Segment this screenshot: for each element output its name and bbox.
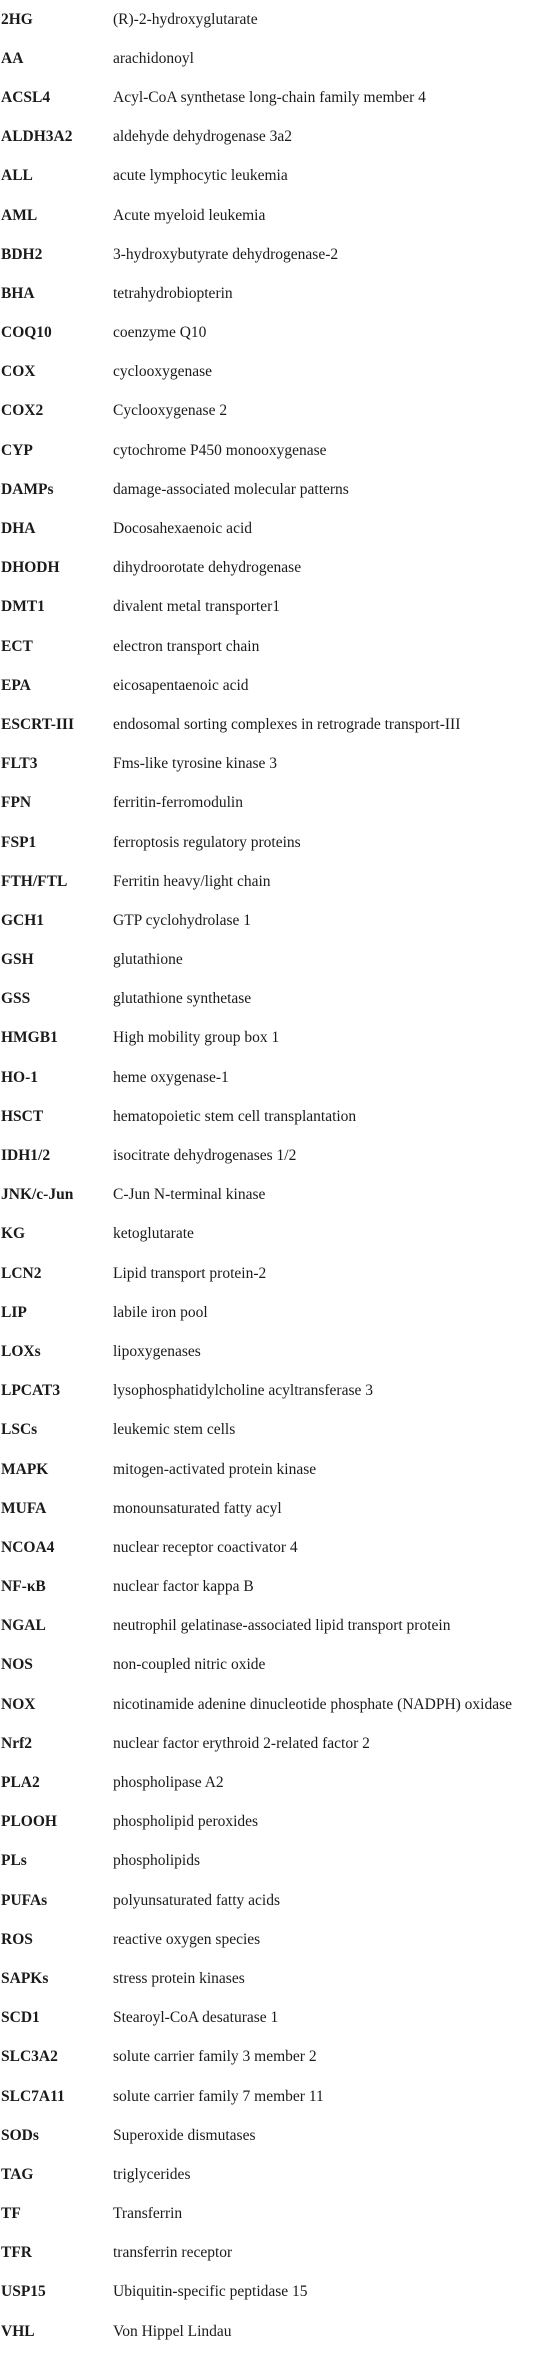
abbreviation-definition: ketoglutarate bbox=[113, 1225, 194, 1243]
abbreviation-row bbox=[0, 118, 558, 157]
abbreviation-row bbox=[0, 980, 558, 1019]
abbreviation-row bbox=[0, 509, 558, 548]
abbreviation-row bbox=[0, 2077, 558, 2116]
abbreviation-definition: Ferritin heavy/light chain bbox=[113, 872, 271, 890]
abbreviation-term: LOXs bbox=[1, 1342, 41, 1360]
abbreviation-definition: solute carrier family 3 member 2 bbox=[113, 2048, 317, 2066]
abbreviation-row bbox=[0, 1528, 558, 1567]
abbreviation-row bbox=[0, 1411, 558, 1450]
abbreviation-definition: C-Jun N-terminal kinase bbox=[113, 1186, 266, 1204]
abbreviation-term: ESCRT-III bbox=[1, 715, 74, 733]
abbreviation-definition: phospholipids bbox=[113, 1852, 200, 1870]
abbreviation-row bbox=[0, 2273, 558, 2312]
abbreviation-definition: monounsaturated fatty acyl bbox=[113, 1499, 282, 1517]
abbreviation-term: AA bbox=[1, 49, 24, 67]
abbreviation-row bbox=[0, 1842, 558, 1881]
abbreviation-row bbox=[0, 2195, 558, 2234]
abbreviation-term: SCD1 bbox=[1, 2009, 40, 2027]
abbreviation-term: LSCs bbox=[1, 1421, 38, 1439]
abbreviation-term: HO-1 bbox=[1, 1068, 39, 1086]
abbreviation-row bbox=[0, 196, 558, 235]
abbreviation-row bbox=[0, 1450, 558, 1489]
abbreviation-definition: phospholipid peroxides bbox=[113, 1813, 259, 1831]
abbreviation-definition: non-coupled nitric oxide bbox=[113, 1656, 266, 1674]
abbreviation-definition: mitogen-activated protein kinase bbox=[113, 1460, 317, 1478]
abbreviation-row bbox=[0, 1999, 558, 2038]
abbreviation-definition: 3-hydroxybutyrate dehydrogenase-2 bbox=[113, 245, 339, 263]
abbreviation-row bbox=[0, 314, 558, 353]
abbreviation-definition: polyunsaturated fatty acids bbox=[113, 1891, 281, 1909]
abbreviation-row bbox=[0, 666, 558, 705]
abbreviation-row bbox=[0, 862, 558, 901]
abbreviation-definition: nuclear receptor coactivator 4 bbox=[113, 1538, 298, 1556]
abbreviation-definition: electron transport chain bbox=[113, 637, 260, 655]
abbreviation-row bbox=[0, 470, 558, 509]
abbreviation-definition: ferroptosis regulatory proteins bbox=[113, 833, 301, 851]
abbreviation-definition: aldehyde dehydrogenase 3a2 bbox=[113, 128, 293, 146]
abbreviation-definition: hematopoietic stem cell transplantation bbox=[113, 1107, 357, 1125]
abbreviation-term: NOX bbox=[1, 1695, 36, 1713]
abbreviation-term: ACSL4 bbox=[1, 88, 51, 106]
abbreviation-definition: leukemic stem cells bbox=[113, 1421, 236, 1439]
abbreviation-term: PLOOH bbox=[1, 1813, 57, 1831]
abbreviation-row bbox=[0, 2038, 558, 2077]
abbreviation-term: SODs bbox=[1, 2126, 39, 2144]
abbreviation-term: AML bbox=[1, 206, 38, 224]
abbreviation-term: SLC3A2 bbox=[1, 2048, 58, 2066]
abbreviation-row bbox=[0, 705, 558, 744]
abbreviation-term: Nrf2 bbox=[1, 1734, 32, 1752]
abbreviation-definition: dihydroorotate dehydrogenase bbox=[113, 559, 302, 577]
abbreviation-term: PLs bbox=[1, 1852, 27, 1870]
abbreviation-term: JNK/c-Jun bbox=[1, 1186, 74, 1204]
abbreviation-term: FTH/FTL bbox=[1, 872, 68, 890]
abbreviation-term: FLT3 bbox=[1, 755, 38, 773]
abbreviation-definition: phospholipase A2 bbox=[113, 1774, 224, 1792]
abbreviation-row bbox=[0, 1293, 558, 1332]
abbreviation-row bbox=[0, 0, 558, 39]
abbreviation-term: 2HG bbox=[1, 10, 33, 28]
abbreviation-definition: Superoxide dismutases bbox=[113, 2126, 256, 2144]
abbreviation-term: PUFAs bbox=[1, 1891, 48, 1909]
abbreviation-term: NOS bbox=[1, 1656, 33, 1674]
abbreviation-row bbox=[0, 823, 558, 862]
abbreviation-row bbox=[0, 157, 558, 196]
abbreviation-term: NCOA4 bbox=[1, 1538, 55, 1556]
abbreviation-definition: (R)-2-hydroxyglutarate bbox=[113, 10, 258, 28]
abbreviation-term: USP15 bbox=[1, 2283, 46, 2301]
abbreviation-row bbox=[0, 1685, 558, 1724]
abbreviation-definition: Transferrin bbox=[113, 2205, 183, 2223]
abbreviation-definition: labile iron pool bbox=[113, 1303, 208, 1321]
abbreviation-term: GCH1 bbox=[1, 911, 45, 929]
abbreviation-term: BDH2 bbox=[1, 245, 43, 263]
abbreviation-row bbox=[0, 235, 558, 274]
abbreviation-row bbox=[0, 78, 558, 117]
abbreviation-definition: cytochrome P450 monooxygenase bbox=[113, 441, 327, 459]
abbreviation-row bbox=[0, 941, 558, 980]
abbreviation-row bbox=[0, 2116, 558, 2155]
abbreviation-term: EPA bbox=[1, 676, 31, 694]
abbreviation-term: SLC7A11 bbox=[1, 2087, 65, 2105]
abbreviation-definition: damage-associated molecular patterns bbox=[113, 480, 349, 498]
abbreviation-row bbox=[0, 1019, 558, 1058]
abbreviation-definition: Docosahexaenoic acid bbox=[113, 520, 253, 538]
abbreviation-term: HMGB1 bbox=[1, 1029, 58, 1047]
abbreviation-row bbox=[0, 1489, 558, 1528]
abbreviation-definition: Cyclooxygenase 2 bbox=[113, 402, 228, 420]
abbreviation-term: LIP bbox=[1, 1303, 27, 1321]
abbreviation-term: VHL bbox=[1, 2322, 35, 2340]
abbreviation-definition: acute lymphocytic leukemia bbox=[113, 167, 288, 185]
abbreviation-term: FSP1 bbox=[1, 833, 37, 851]
abbreviation-definition: Ubiquitin-specific peptidase 15 bbox=[113, 2283, 308, 2301]
abbreviation-row bbox=[0, 627, 558, 666]
abbreviation-definition: stress protein kinases bbox=[113, 1969, 245, 1987]
abbreviation-term: COX2 bbox=[1, 402, 44, 420]
abbreviation-row bbox=[0, 39, 558, 78]
abbreviation-row bbox=[0, 1058, 558, 1097]
abbreviation-term: ECT bbox=[1, 637, 33, 655]
abbreviation-definition: transferrin receptor bbox=[113, 2244, 233, 2262]
abbreviation-term: NF-κB bbox=[1, 1578, 46, 1596]
abbreviation-definition: Acute myeloid leukemia bbox=[113, 206, 266, 224]
abbreviation-term: DHA bbox=[1, 520, 36, 538]
abbreviation-row bbox=[0, 1920, 558, 1959]
abbreviation-row bbox=[0, 2234, 558, 2273]
abbreviation-term: DAMPs bbox=[1, 480, 54, 498]
abbreviation-definition: nuclear factor kappa B bbox=[113, 1578, 254, 1596]
abbreviation-row bbox=[0, 392, 558, 431]
abbreviation-term: MAPK bbox=[1, 1460, 49, 1478]
abbreviation-term: TF bbox=[1, 2205, 21, 2223]
abbreviation-definition: lipoxygenases bbox=[113, 1342, 201, 1360]
abbreviation-definition: ferritin-ferromodulin bbox=[113, 794, 243, 812]
abbreviation-row bbox=[0, 549, 558, 588]
abbreviation-row bbox=[0, 1372, 558, 1411]
abbreviation-term: KG bbox=[1, 1225, 26, 1243]
abbreviation-row bbox=[0, 1959, 558, 1998]
abbreviation-definition: glutathione bbox=[113, 951, 183, 969]
abbreviation-definition: solute carrier family 7 member 11 bbox=[113, 2087, 324, 2105]
abbreviation-definition: nuclear factor erythroid 2-related factor 2 bbox=[113, 1734, 370, 1752]
abbreviation-row bbox=[0, 1881, 558, 1920]
abbreviation-term: BHA bbox=[1, 284, 35, 302]
abbreviation-row bbox=[0, 1215, 558, 1254]
abbreviation-term: DMT1 bbox=[1, 598, 45, 616]
abbreviation-term: ALL bbox=[1, 167, 33, 185]
abbreviation-definition: eicosapentaenoic acid bbox=[113, 676, 249, 694]
abbreviation-term: ALDH3A2 bbox=[1, 128, 73, 146]
abbreviation-row bbox=[0, 353, 558, 392]
abbreviation-term: COQ10 bbox=[1, 324, 52, 342]
abbreviation-term: HSCT bbox=[1, 1107, 44, 1125]
abbreviation-term: LPCAT3 bbox=[1, 1382, 61, 1400]
abbreviation-definition: isocitrate dehydrogenases 1/2 bbox=[113, 1147, 297, 1165]
abbreviation-definition: heme oxygenase-1 bbox=[113, 1068, 229, 1086]
abbreviation-definition: Von Hippel Lindau bbox=[113, 2322, 232, 2340]
abbreviation-row bbox=[0, 901, 558, 940]
abbreviation-term: DHODH bbox=[1, 559, 60, 577]
abbreviation-definition: cyclooxygenase bbox=[113, 363, 212, 381]
abbreviation-term: GSS bbox=[1, 990, 31, 1008]
abbreviation-definition: coenzyme Q10 bbox=[113, 324, 207, 342]
abbreviation-row bbox=[0, 1803, 558, 1842]
abbreviation-term: CYP bbox=[1, 441, 33, 459]
abbreviation-definition: GTP cyclohydrolase 1 bbox=[113, 911, 252, 929]
abbreviation-term: TFR bbox=[1, 2244, 32, 2262]
abbreviation-row bbox=[0, 274, 558, 313]
abbreviation-term: IDH1/2 bbox=[1, 1147, 51, 1165]
abbreviation-term: PLA2 bbox=[1, 1774, 40, 1792]
abbreviation-definition: neutrophil gelatinase-associated lipid transport protein bbox=[113, 1617, 451, 1635]
abbreviation-row bbox=[0, 784, 558, 823]
abbreviation-row bbox=[0, 1254, 558, 1293]
abbreviation-row bbox=[0, 2312, 558, 2351]
abbreviation-definition: tetrahydrobiopterin bbox=[113, 284, 233, 302]
abbreviation-term: MUFA bbox=[1, 1499, 47, 1517]
abbreviation-term: COX bbox=[1, 363, 36, 381]
abbreviation-row bbox=[0, 1097, 558, 1136]
abbreviation-definition: triglycerides bbox=[113, 2165, 191, 2183]
abbreviation-row bbox=[0, 1724, 558, 1763]
abbreviation-definition: Stearoyl-CoA desaturase 1 bbox=[113, 2009, 279, 2027]
abbreviation-row bbox=[0, 1607, 558, 1646]
abbreviation-row bbox=[0, 588, 558, 627]
abbreviation-row bbox=[0, 1763, 558, 1802]
abbreviation-term: SAPKs bbox=[1, 1969, 49, 1987]
abbreviation-term: ROS bbox=[1, 1930, 33, 1948]
abbreviation-term: LCN2 bbox=[1, 1264, 42, 1282]
abbreviation-row bbox=[0, 1176, 558, 1215]
abbreviation-row bbox=[0, 1646, 558, 1685]
abbreviation-definition: Acyl-CoA synthetase long-chain family member 4 bbox=[113, 88, 426, 106]
abbreviation-row bbox=[0, 2155, 558, 2194]
abbreviation-row bbox=[0, 1136, 558, 1175]
abbreviation-definition: endosomal sorting complexes in retrograde transport-III bbox=[113, 715, 461, 733]
abbreviation-definition: reactive oxygen species bbox=[113, 1930, 261, 1948]
abbreviation-row bbox=[0, 745, 558, 784]
abbreviation-definition: Lipid transport protein-2 bbox=[113, 1264, 267, 1282]
abbreviation-definition: Fms-like tyrosine kinase 3 bbox=[113, 755, 278, 773]
abbreviation-term: NGAL bbox=[1, 1617, 46, 1635]
abbreviation-definition: glutathione synthetase bbox=[113, 990, 252, 1008]
abbreviation-definition: nicotinamide adenine dinucleotide phosphate (NADPH) oxidase bbox=[113, 1695, 513, 1713]
abbreviation-definition: arachidonoyl bbox=[113, 49, 194, 67]
abbreviation-term: TAG bbox=[1, 2165, 34, 2183]
abbreviation-row bbox=[0, 1568, 558, 1607]
abbreviation-row bbox=[0, 431, 558, 470]
abbreviation-row bbox=[0, 1332, 558, 1371]
abbreviation-definition: High mobility group box 1 bbox=[113, 1029, 280, 1047]
abbreviation-definition: lysophosphatidylcholine acyltransferase 3 bbox=[113, 1382, 373, 1400]
abbreviation-term: FPN bbox=[1, 794, 32, 812]
abbreviation-term: GSH bbox=[1, 951, 34, 969]
abbreviation-definition: divalent metal transporter1 bbox=[113, 598, 280, 616]
